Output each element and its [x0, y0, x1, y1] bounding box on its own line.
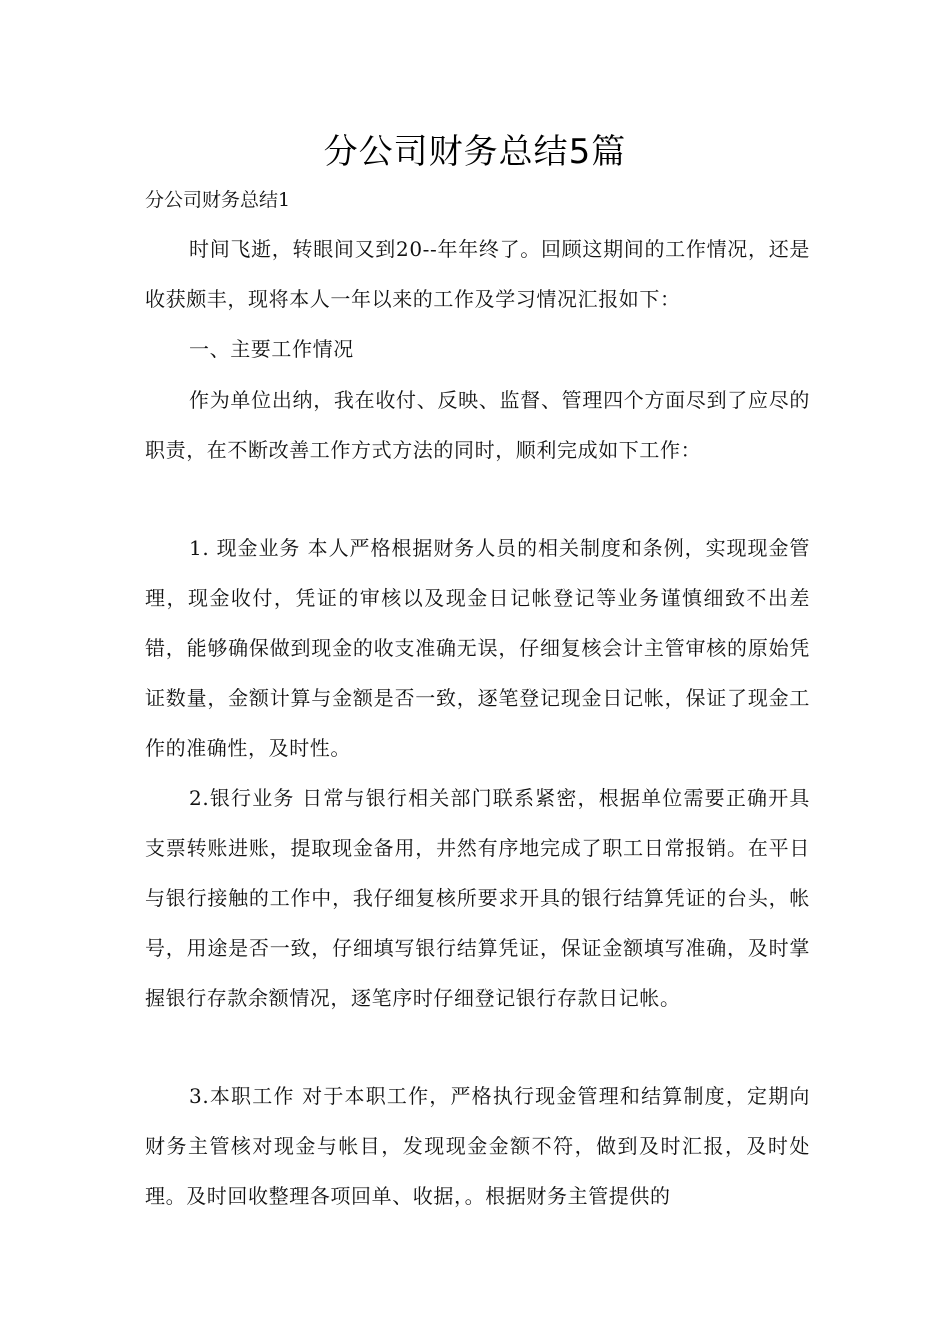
paragraph-bank-business: 2.银行业务 日常与银行相关部门联系紧密，根据单位需要正确开具支票转账进账，提取现金备用，井然有序地完成了职工日常报销。在平日与银行接触的工作中，我仔细复核所要求开具的银行结算凭证的台头，帐号，用途是否一致，仔细填写银行结算凭证，保证金额填写准确，及时掌握银行存款余额情况，逐笔序时仔细登记银行存款日记帐。 — [145, 786, 810, 1010]
document-title: 分公司财务总结5篇 — [323, 132, 627, 172]
paragraph-heading-main-work: 一、主要工作情况 — [189, 337, 354, 361]
paragraph-cash-business: 1. 现金业务 本人严格根据财务人员的相关制度和条例，实现现金管理，现金收付，凭证的审核以及现金日记帐登记等业务谨慎细致不出差错，能够确保做到现金的收支准确无误，仔细复核会计主管审核的原始凭证数量，金额计算与金额是否一致，逐笔登记现金日记帐，保证了现金工作的准确性，及时性。 — [145, 536, 810, 760]
paragraph-cashier-duties: 作为单位出纳，我在收付、反映、监督、管理四个方面尽到了应尽的职责，在不断改善工作方式方法的同时，顺利完成如下工作： — [145, 388, 810, 462]
section-subheading: 分公司财务总结1 — [145, 189, 291, 211]
paragraph-intro: 时间飞逝，转眼间又到20--年年终了。回顾这期间的工作情况，还是收获颇丰，现将本人一年以来的工作及学习情况汇报如下： — [145, 237, 810, 311]
paragraph-own-duties: 3.本职工作 对于本职工作，严格执行现金管理和结算制度，定期向财务主管核对现金与帐目，发现现金金额不符，做到及时汇报，及时处理。及时回收整理各项回单、收据，。根据财务主管提供的 — [145, 1084, 810, 1208]
